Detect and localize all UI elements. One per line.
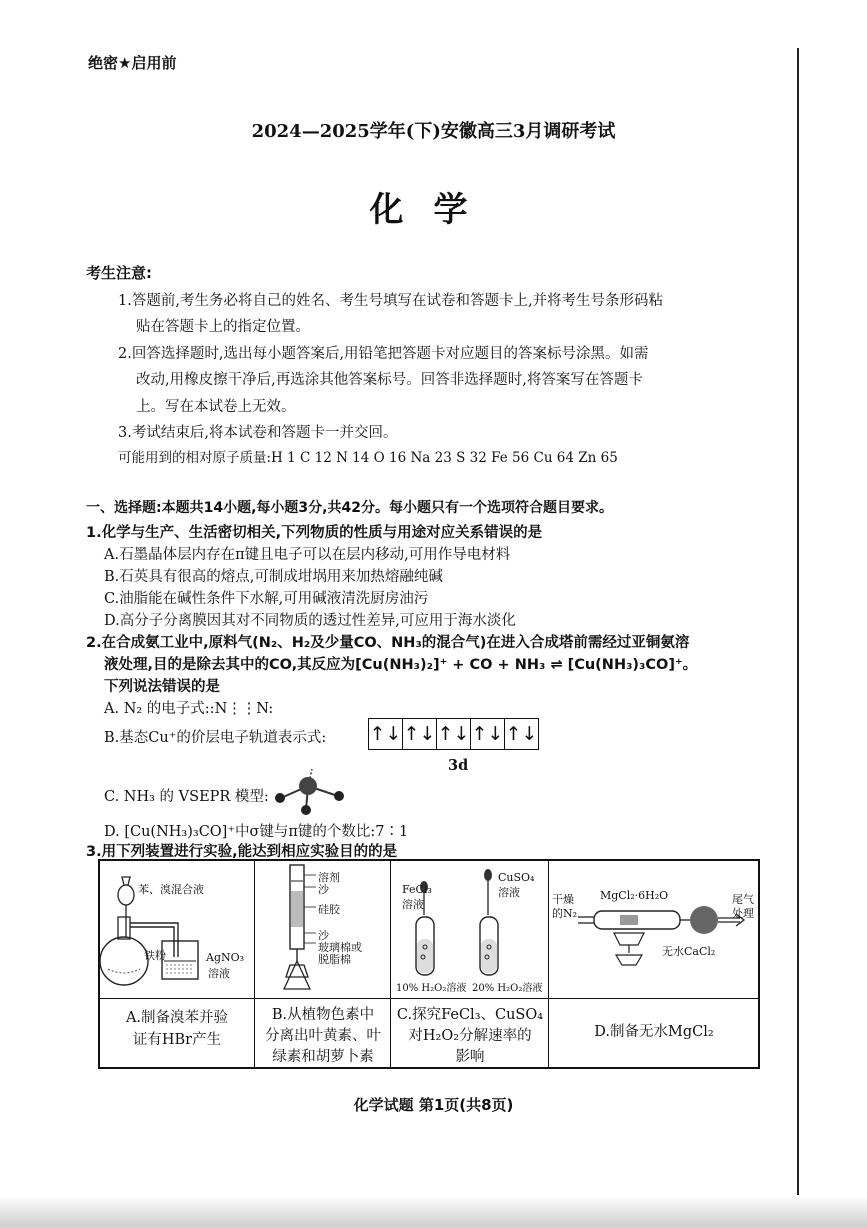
table-divider [390, 861, 391, 1067]
notice-line: 1.答题前,考生务必将自己的姓名、考生号填写在试卷和答题卡上,并将考生号条形码粘 [118, 293, 664, 309]
subject-title: 化学 [369, 190, 498, 230]
column-label: 沙 [318, 883, 329, 896]
solution-label: 溶液 [208, 967, 230, 980]
atomic-masses: 可能用到的相对原子质量:H 1 C 12 N 14 O 16 Na 23 S 32 Fe 56 Cu 64 Zn 65 [118, 450, 618, 466]
notice-line: 上。写在本试卷上无效。 [136, 399, 296, 415]
reagent-label: CuSO₄ [498, 871, 535, 884]
column-label: 硅胶 [318, 903, 340, 916]
q2-stem-line: 2.在合成氨工业中,原料气(N₂、H₂及少量CO、NH₃的混合气)在进入合成塔前需经过亚铜氨溶 [86, 635, 690, 651]
q3-stem: 3.用下列装置进行实验,能达到相应实验目的的是 [86, 844, 398, 860]
solution-label: AgNO₃ [206, 951, 245, 964]
gas-label: 干燥 [552, 893, 574, 906]
q2-option-b: B.基态Cu⁺的价层电子轨道表示式: [104, 730, 327, 746]
q2-option-d: D. [Cu(NH₃)₃CO]⁺中σ键与π键的个数比:7∶1 [104, 824, 409, 840]
panel-b-caption [256, 1005, 390, 1068]
tube-label: 10% H₂O₂溶液 [396, 983, 467, 994]
orbital-box: ↑↓ [505, 723, 538, 745]
apparatus-table [98, 859, 760, 1069]
caption-line: B.从植物色素中 [271, 1007, 375, 1023]
q1-option-c: C.油脂能在碱性条件下水解,可用碱液清洗厨房油污 [104, 591, 429, 607]
exhaust-label: 尾气 [732, 893, 754, 906]
notice-line: 3.考试结束后,将本试卷和答题卡一并交回。 [118, 425, 398, 441]
column-label: 脱脂棉 [318, 953, 351, 966]
notice-heading: 考生注意: [86, 264, 152, 282]
desiccant-label: 无水CaCl₂ [662, 945, 716, 958]
notice-line: 2.回答选择题时,选出每小题答案后,用铅笔把答题卡对应题目的答案标号涂黑。如需 [118, 346, 649, 362]
caption-line: 对H₂O₂分解速率的 [408, 1028, 532, 1044]
q1-option-d: D.高分子分离膜因其对不同物质的透过性差异,可应用于海水淡化 [104, 613, 516, 629]
caption-line: A.制备溴苯并验 [125, 1010, 229, 1026]
exhaust-label: 处理 [732, 907, 754, 920]
reagent-label: 溶液 [402, 898, 424, 911]
column-label: 沙 [318, 929, 329, 942]
notice-line: 改动,用橡皮擦干净后,再选涂其他答案标号。回答非选择题时,将答案写在答题卡 [136, 372, 643, 388]
notice-line: 贴在答题卡上的指定位置。 [136, 319, 310, 335]
caption-line: 分离出叶黄素、叶 [265, 1028, 381, 1044]
sample-label: MgCl₂·6H₂O [600, 889, 669, 902]
q1-stem: 1.化学与生产、生活密切相关,下列物质的性质与用途对应关系错误的是 [86, 525, 543, 541]
caption-line: 影响 [455, 1049, 485, 1065]
reagent-label: 溶液 [498, 886, 520, 899]
orbital-box: ↑↓ [437, 719, 471, 749]
reagent-label: 苯、溴混合液 [138, 883, 204, 896]
tube-label: 20% H₂O₂溶液 [472, 983, 543, 994]
confidential-label: 绝密★启用前 [88, 54, 177, 72]
caption-line: 绿素和胡萝卜素 [272, 1049, 374, 1065]
caption-line: 证有HBr产生 [132, 1032, 222, 1048]
exam-title: 2024—2025学年(下)安徽高三3月调研考试 [251, 121, 616, 142]
reagent-label: FeCl₃ [402, 883, 432, 896]
column-label: 溶剂 [318, 871, 340, 884]
q1-option-a: A.石墨晶体层内存在π键且电子可以在层内移动,可用作导电材料 [104, 547, 511, 563]
vsepr-model-image [266, 766, 350, 816]
panel-a-caption [100, 1007, 254, 1051]
q2-option-a: A. N₂ 的电子式::N⋮⋮N: [104, 701, 274, 717]
page-footer: 化学试题 第1页(共8页) [353, 1096, 514, 1114]
section-heading: 一、选择题:本题共14小题,每小题3分,共42分。每小题只有一个选项符合题目要求。 [86, 500, 613, 516]
panel-c-caption [392, 1005, 548, 1068]
orbital-label: 3d [448, 757, 469, 774]
catalyst-label: 铁粉 [144, 949, 166, 962]
orbital-box: ↑↓ [403, 719, 437, 749]
q2-stem-line: 液处理,目的是除去其中的CO,其反应为[Cu(NH₃)₂]⁺ + CO + NH₃ ⇌ [Cu(NH₃)₃CO]⁺。 [104, 657, 698, 673]
table-divider [548, 861, 549, 1067]
caption-line: C.探究FeCl₃、CuSO₄ [396, 1007, 544, 1023]
q1-option-b: B.石英具有很高的熔点,可制成坩埚用来加热熔融纯碱 [104, 569, 443, 585]
caption-line: D.制备无水MgCl₂ [594, 1024, 714, 1040]
table-divider [100, 998, 758, 999]
column-label: 玻璃棉或 [318, 941, 362, 954]
orbital-box: ↑↓ [369, 719, 403, 749]
dehydration-apparatus-diagram [550, 861, 758, 997]
orbital-diagram [368, 718, 539, 750]
q2-stem-line: 下列说法错误的是 [104, 679, 220, 695]
scan-shadow [0, 1195, 867, 1227]
gas-label: 的N₂ [552, 907, 578, 920]
orbital-box: ↑↓ [471, 719, 505, 749]
q2-option-c: C. NH₃ 的 VSEPR 模型: [104, 789, 269, 805]
panel-d-caption [550, 1021, 758, 1043]
table-divider [254, 861, 255, 1067]
